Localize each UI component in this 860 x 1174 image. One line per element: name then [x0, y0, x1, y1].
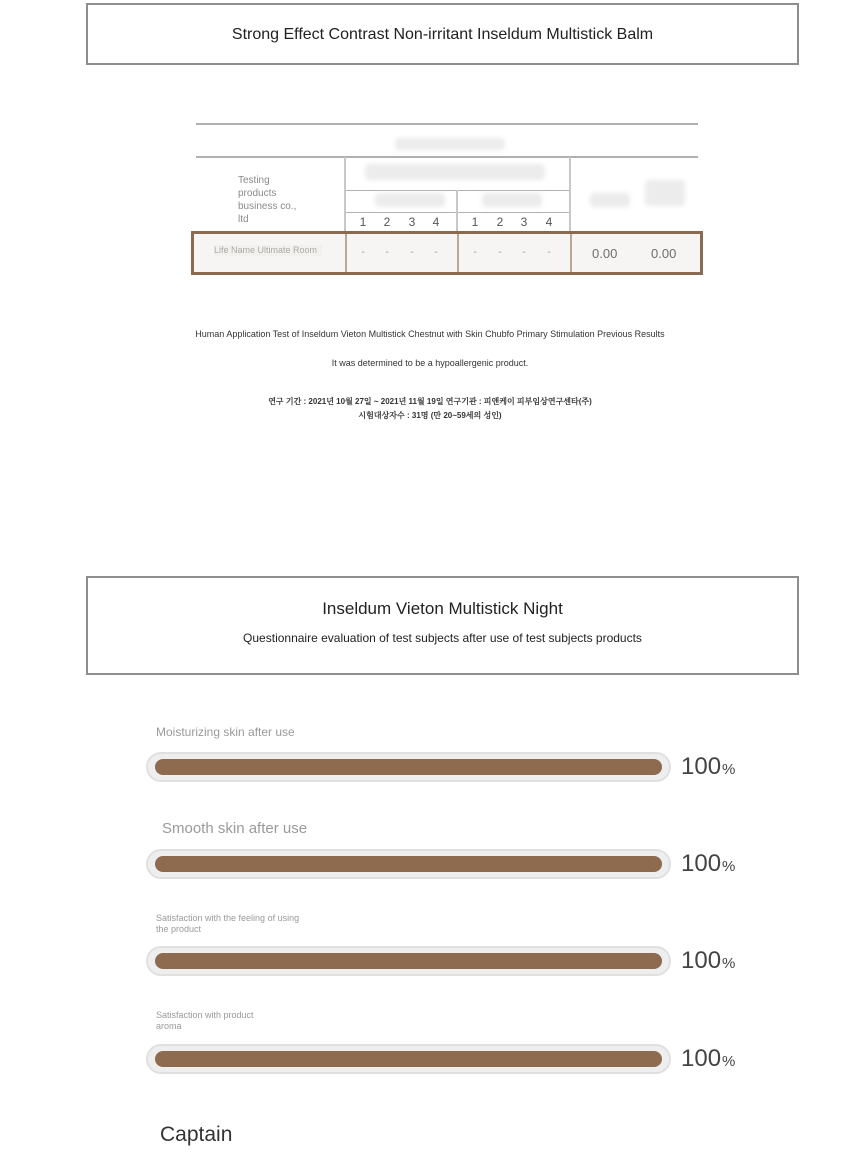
dash-cell-3: - [410, 247, 414, 258]
time-column-6: 2 [496, 215, 504, 229]
dash-cell-6: - [498, 247, 502, 258]
section1-title: Strong Effect Contrast Non-irritant Inseldum Multistick Balm [231, 26, 654, 43]
row-divider-2 [457, 234, 459, 272]
row-divider-1 [345, 234, 347, 272]
bar-percent-4: 100% [681, 1045, 736, 1072]
row-label: Life Name Ultimate Room [214, 245, 322, 256]
blurred-subheader [365, 164, 545, 180]
footer-caption: Captain [160, 1123, 233, 1146]
bar-percent-2: 100% [681, 850, 736, 877]
table-header-rule [196, 156, 698, 158]
bar-percent-3: 100% [681, 947, 736, 974]
bar-track-3 [146, 946, 671, 976]
bar-label-1: Moisturizing skin after use [156, 725, 295, 739]
result-row [191, 231, 703, 275]
bar-fill-2 [155, 856, 662, 872]
test-conclusion: It was determined to be a hypoallergenic product. [331, 358, 529, 368]
bar-fill-1 [155, 759, 662, 775]
time-column-7: 3 [520, 215, 528, 229]
subject-count: 시험대상자수 : 31명 (만 20~59세의 성인) [358, 411, 502, 420]
dash-cell-5: - [473, 247, 477, 258]
dash-cell-4: - [434, 247, 438, 258]
bar-fill-3 [155, 953, 662, 969]
bar-label-3: Satisfaction with the feeling of using the product [156, 913, 300, 934]
time-column-2: 2 [383, 215, 391, 229]
bar-track-2 [146, 849, 671, 879]
dash-cell-2: - [385, 247, 389, 258]
study-period: 연구 기간 : 2021년 10월 27일 ~ 2021년 11월 19일 연구기관 : 피앤케이 피부임상연구센타(주) [268, 397, 592, 406]
test-description: Human Application Test of Inseldum Vieton Multistick Chestnut with Skin Chubfo Primary Stimulation Previous Results [195, 329, 665, 339]
blurred-col-group-2 [482, 193, 542, 207]
dash-cell-1: - [361, 247, 365, 258]
blurred-col-3 [590, 193, 630, 207]
score-2: 0.00 [651, 246, 677, 261]
row-divider-3 [570, 234, 572, 272]
bar-track-4 [146, 1044, 671, 1074]
time-column-3: 3 [408, 215, 416, 229]
blurred-header [395, 138, 505, 150]
bar-label-2: Smooth skin after use [162, 820, 308, 837]
bar-fill-4 [155, 1051, 662, 1067]
bar-label-4: Satisfaction with product aroma [156, 1010, 254, 1031]
score-1: 0.00 [592, 246, 618, 261]
table-top-rule [196, 123, 698, 125]
section2-title: Inseldum Vieton Multistick Night [322, 599, 563, 618]
blurred-col-4 [645, 180, 685, 206]
section1-header-box [86, 3, 799, 65]
section2-subtitle: Questionnaire evaluation of test subjects after use of test subjects products [243, 631, 642, 645]
bar-track-1 [146, 752, 671, 782]
bar-percent-1: 100% [681, 753, 736, 780]
company-label: Testing products business co., ltd [238, 175, 297, 225]
blurred-col-group-1 [375, 193, 445, 207]
dash-cell-7: - [522, 247, 526, 258]
section2-header-box [86, 576, 799, 675]
time-column-4: 4 [432, 215, 440, 229]
time-column-5: 1 [471, 215, 479, 229]
dash-cell-8: - [547, 247, 551, 258]
time-column-8: 4 [545, 215, 553, 229]
time-column-1: 1 [359, 215, 367, 229]
